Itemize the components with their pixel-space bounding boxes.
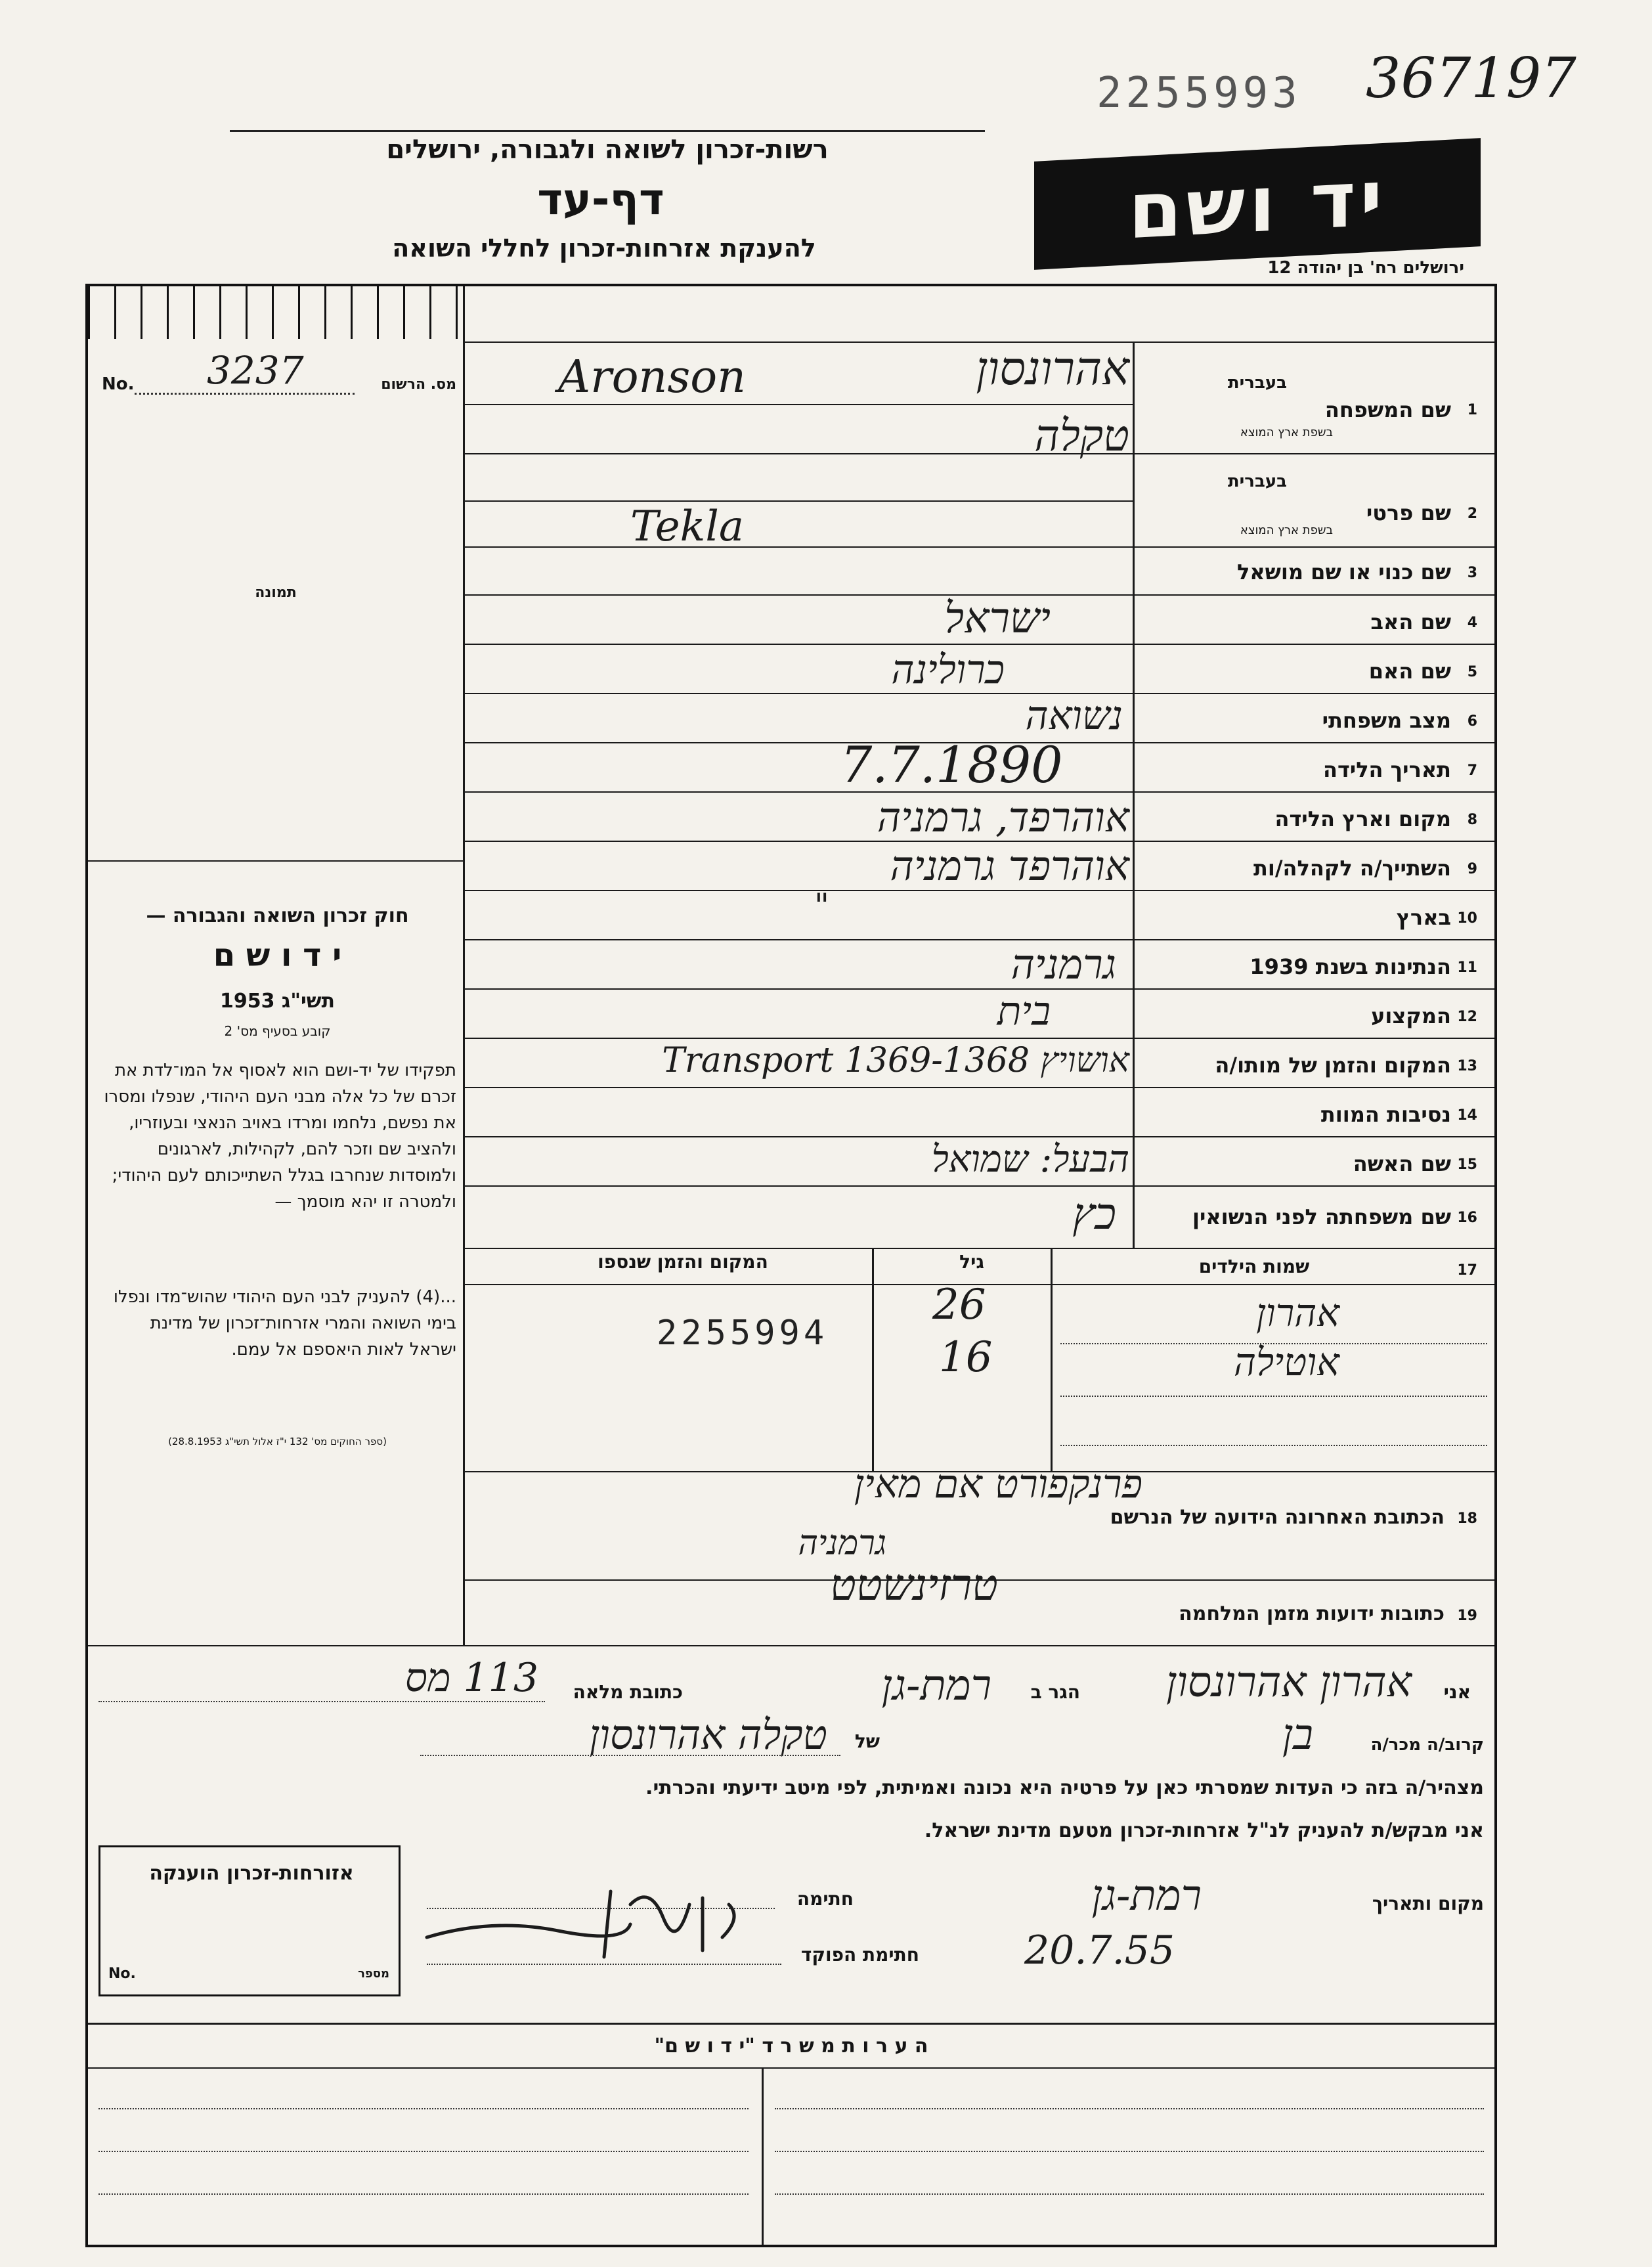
children-divider-name <box>1051 1248 1053 1471</box>
declaration-relative-label: קרוב/ה מכר/ה <box>1370 1735 1484 1755</box>
field-2-sub-hebrew: בעברית <box>1227 472 1287 491</box>
field-10-value: " <box>814 887 829 925</box>
header-address: ירושלים רח' בן יהודה 12 <box>1267 258 1464 278</box>
field-6-number: 6 <box>1467 713 1477 730</box>
field-11-label: הנתינות בשנת 1939 <box>1250 954 1451 979</box>
law-clause: קובע בסעיף מס' 2 <box>224 1023 331 1039</box>
declaration-address-label: כתובת מלאה <box>573 1681 683 1703</box>
registration-no-label: No. <box>102 374 135 394</box>
field-4-value: ישראל <box>944 594 1051 643</box>
field-16-label: שם משפחתה לפני הנשואין <box>1192 1204 1451 1229</box>
declaration-name: אהרון אהרונסון <box>1166 1658 1412 1707</box>
field-16-value: כץ <box>1072 1189 1116 1239</box>
address-19-label: כתובות ידועות מזמן המלחמה <box>1179 1602 1445 1625</box>
field-1-sub-local: בשפת ארץ המוצא <box>1240 426 1333 439</box>
authority-title: רשות-זכרון לשואה ולגבורה, ירושלים <box>230 130 985 165</box>
photo-bottom-border <box>88 860 464 862</box>
top-right-handwritten-number: 367197 <box>1366 46 1576 110</box>
field-2-sub-local: בשפת ארץ המוצא <box>1240 523 1333 537</box>
children-place-header: המקום והזמן שנספו <box>598 1251 768 1273</box>
citizenship-box-no-label: No. <box>108 1966 136 1982</box>
field-5-number: 5 <box>1467 664 1477 680</box>
field-4-number: 4 <box>1467 615 1477 631</box>
photo-area <box>92 407 460 867</box>
address-19-number: 19 <box>1457 1608 1477 1624</box>
row-line <box>464 644 1494 645</box>
law-title: חוק זכרון השואה והגבורה — <box>146 904 409 927</box>
citizenship-box-num-label: מספר <box>358 1967 389 1981</box>
field-14-number: 14 <box>1457 1107 1477 1124</box>
field-9-number: 9 <box>1467 861 1477 877</box>
field-4-label: שם האב <box>1370 609 1451 634</box>
field-12-label: המקצוע <box>1371 1003 1451 1028</box>
field-13-label: המקום והזמן של מותו/ה <box>1215 1053 1451 1078</box>
top-stamp-number: 2255993 <box>1097 69 1301 118</box>
registration-label: מס. הרשום <box>381 376 456 393</box>
field-7-number: 7 <box>1467 762 1477 779</box>
children-number: 17 <box>1457 1262 1477 1279</box>
field-1-sub-hebrew: בעברית <box>1227 373 1287 393</box>
field-7-label: תאריך הלידה <box>1322 757 1451 782</box>
left-column-divider <box>463 286 465 1646</box>
officer-signature-dotted <box>427 1964 781 1965</box>
law-name: י ד ו ש ם <box>213 937 342 974</box>
declaration-of-name: טקלה אהרונסון <box>589 1711 827 1759</box>
registration-dotted-line <box>135 393 355 395</box>
photo-label: תמונה <box>255 584 297 601</box>
children-stamp-number: 2255994 <box>657 1313 829 1353</box>
field-5-value: כרולינה <box>891 647 1005 693</box>
field-5-label: שם האם <box>1368 659 1451 684</box>
field-3-number: 3 <box>1467 565 1477 581</box>
notes-dotted <box>775 2108 1484 2109</box>
row-subline <box>464 404 1133 405</box>
label-column-divider <box>1133 341 1135 1248</box>
declaration-date: 20.7.55 <box>1024 1927 1175 1973</box>
law-year: תשי"ג 1953 <box>219 990 336 1013</box>
notes-dotted <box>98 2108 749 2109</box>
row-line <box>464 1087 1494 1088</box>
form-top-strip <box>88 286 482 339</box>
address-18-value-2: גרמניה <box>798 1524 886 1563</box>
declaration-resides-label: הגר ב <box>1030 1681 1080 1703</box>
declaration-request: אני מבקש/ת להעניק לנ"ל אזרחות-זכרון מטעם מדינת ישראל. <box>924 1819 1484 1842</box>
field-15-value: הבעל: שמואל <box>931 1138 1129 1181</box>
child-1-name: אהרון <box>1256 1290 1339 1335</box>
declaration-city: רמת-גן <box>881 1662 991 1710</box>
field-9-value: אוהרפד גרמניה <box>890 842 1129 890</box>
handwritten-signature <box>414 1878 755 1970</box>
law-body-1: תפקידו של יד-ושם הוא לאסוף אל המו־לדת את זכרם של כל אלה מבני העם היהודי, שנפלו ומסרו את נפשם, נלחמו ומרדו באויב הנאצי ובעוזריו, ולהציב שם וזכר להם, לקהילות, לארגונים ולמוסדות שנחרבו בגלל השתייכותם לעם היהודי; ולמטרה זו יהא מוסמך — <box>104 1061 456 1212</box>
notes-dotted <box>775 2193 1484 2195</box>
field-1-label: שם המשפחה <box>1324 397 1451 422</box>
field-15-label: שם האשה <box>1353 1151 1451 1176</box>
declaration-place: רמת-גן <box>1091 1872 1202 1920</box>
row-subline <box>464 500 1133 502</box>
row-line <box>464 1136 1494 1137</box>
declaration-relation: בן <box>1282 1711 1313 1759</box>
field-9-label: השתייך/ה לקהלה/ות <box>1253 856 1451 881</box>
field-6-value: נשואה <box>1025 693 1123 739</box>
declaration-address-value: 113 מס <box>404 1655 538 1701</box>
field-2-value-local: Tekla <box>630 502 744 551</box>
field-10-number: 10 <box>1457 910 1477 927</box>
field-8-label: מקום וארץ הלידה <box>1274 806 1451 831</box>
field-3-label: שם כנוי או שם מושאל <box>1236 560 1451 584</box>
field-6-label: מצב משפחתי <box>1322 708 1451 733</box>
field-11-value: גרמניה <box>1011 940 1116 988</box>
declaration-statement: מצהיר/ה בזה כי העדות שמסרתי כאן על פרטיה היא נכונה ואמיתית, לפי מיטב ידיעתי והכרתי. <box>645 1776 1484 1799</box>
signature-label: חתימה <box>796 1888 854 1910</box>
logo-text: יד ושם <box>1128 152 1387 256</box>
field-8-value: אוהרפד, גרמניה <box>877 793 1129 841</box>
form-subtitle: להענקת אזרחות-זכרון לחללי השואה <box>392 234 816 263</box>
notes-divider <box>762 2067 764 2245</box>
notes-top-line <box>88 2023 1494 2025</box>
citizenship-box-title: אזורחות-זכרון הוענקה <box>149 1862 354 1885</box>
children-names-header: שמות הילדים <box>1198 1256 1310 1277</box>
field-8-number: 8 <box>1467 812 1477 828</box>
declaration-of-dotted <box>420 1755 840 1756</box>
notes-dotted <box>98 2151 749 2152</box>
child-2-name: אוטילה <box>1233 1340 1339 1384</box>
field-10-label: בארץ <box>1396 905 1451 930</box>
yad-vashem-logo <box>1034 138 1481 270</box>
field-1-number: 1 <box>1467 402 1477 418</box>
citizenship-box <box>98 1845 401 1996</box>
children-divider-age <box>872 1248 874 1471</box>
field-2-label: שם פרטי <box>1366 500 1451 525</box>
field-13-value: אושויץ 1369-1368 Transport <box>662 1041 1129 1080</box>
field-12-value: בית <box>997 988 1051 1034</box>
children-row-dotted <box>1060 1396 1487 1397</box>
row-line <box>88 1645 1494 1646</box>
field-2-value-hebrew: טקלה <box>1034 410 1129 461</box>
field-14-label: נסיבות המוות <box>1320 1102 1451 1127</box>
row-line <box>464 546 1494 548</box>
registration-number: 3237 <box>207 348 304 393</box>
field-16-number: 16 <box>1457 1210 1477 1226</box>
row-line <box>464 1185 1494 1187</box>
field-12-number: 12 <box>1457 1009 1477 1025</box>
child-2-age: 16 <box>939 1333 993 1382</box>
address-18-number: 18 <box>1457 1510 1477 1527</box>
children-row-dotted <box>1060 1445 1487 1446</box>
field-1-value-local: Aronson <box>558 351 746 403</box>
row-line <box>464 1038 1494 1039</box>
field-13-number: 13 <box>1457 1058 1477 1074</box>
law-body-2: ...(4) להעניק לבני העם היהודי שהוש־מדו ונפלו בימי השואה והמרי אזרחות־זכרון של מדינת ישראל לאות היאספם אל עמם. <box>113 1287 456 1359</box>
declaration-of-label: של <box>854 1730 880 1752</box>
officer-signature-label: חתימת הפוקד <box>800 1944 919 1966</box>
notes-dotted <box>775 2151 1484 2152</box>
field-1-value-hebrew: אהרונסון <box>976 341 1129 395</box>
form-title: דף-עד <box>537 174 664 225</box>
address-18-label: הכתובת האחרונה הידועה של הנרשם <box>1110 1506 1445 1529</box>
law-footnote: (ספר החוקים מס' 132 י"ז אלול תשי"ג 28.8.1953) <box>168 1436 387 1447</box>
field-2-number: 2 <box>1467 506 1477 522</box>
address-18-value-1: פרנקפורט אם מאין <box>854 1461 1142 1507</box>
children-age-header: גיל <box>959 1251 984 1273</box>
field-7-value: 7.7.1890 <box>840 736 1063 794</box>
notes-dotted <box>98 2193 749 2195</box>
field-15-number: 15 <box>1457 1156 1477 1173</box>
notes-header: ה ע ר ו ת מ ש ר ד "י ד ו ש ם" <box>654 2035 928 2058</box>
notes-header-line <box>88 2067 1494 2069</box>
declaration-address-dotted <box>98 1701 545 1702</box>
declaration-ani: אני <box>1443 1681 1471 1703</box>
field-11-number: 11 <box>1457 959 1477 976</box>
place-date-label: מקום ותאריך <box>1372 1893 1484 1914</box>
row-line <box>464 1248 1494 1249</box>
child-1-age: 26 <box>932 1281 986 1329</box>
address-19-value: טרזינשטט <box>830 1560 998 1610</box>
